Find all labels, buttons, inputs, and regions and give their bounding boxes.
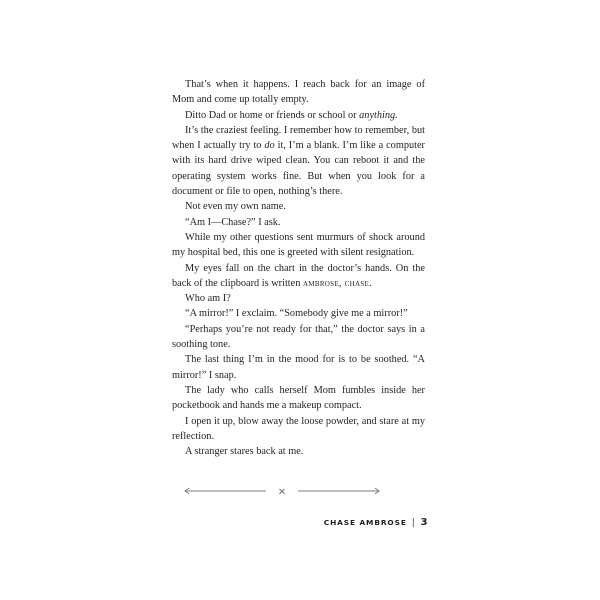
paragraph-text: Ditto Dad or home or friends or school or: [185, 109, 357, 121]
paragraph: [172, 108, 425, 123]
paragraph: That’s when it happens. I reach back for an image of Mom and come up totally empty.: [172, 79, 425, 106]
paragraph-text: it, I’m a blank. I’m like a computer with its hard drive wiped clean. You can reboot it and the operating system works fine. But when you look for a document or file to open, nothing’s there.: [172, 140, 425, 198]
paragraph: Who am I?: [185, 293, 231, 305]
running-head: CHASE AMBROSE: [323, 518, 407, 527]
emphasis-text: anything.: [359, 109, 398, 121]
paragraph: [172, 123, 425, 199]
paragraph-text: My eyes fall on the chart in the doctor’s hands. On the back of the clipboard is written: [172, 262, 425, 289]
paragraph: The last thing I’m in the mood for is to be soothed. “A mirror!” I snap.: [172, 354, 425, 381]
page-footer: [324, 517, 428, 528]
emphasis-text: do: [264, 140, 275, 152]
paragraph-text: It’s the craziest feeling. I remember how to remember, but when I actually try to: [172, 124, 425, 152]
paragraph: A stranger stares back at me.: [185, 446, 304, 458]
body-text: [172, 77, 425, 459]
section-break-ornament: [184, 485, 380, 497]
footer-divider: |: [411, 518, 416, 528]
paragraph: [172, 261, 425, 292]
paragraph: Not even my own name.: [185, 201, 286, 213]
paragraph: “A mirror!” I exclaim. “Somebody give me a mirror!”: [185, 308, 408, 320]
paragraph: I open it up, blow away the loose powder, and stare at my reflection.: [172, 415, 425, 442]
small-caps-name: ambrose, chase.: [302, 277, 372, 289]
paragraph: “Perhaps you’re not ready for that,” the doctor says in a soothing tone.: [172, 323, 425, 351]
cross-icon: ×: [277, 486, 287, 497]
paragraph: While my other questions sent murmurs of shock around my hospital bed, this one is greeted with silent resignation.: [172, 231, 425, 259]
page-number: 3: [420, 517, 428, 528]
paragraph: “Am I—Chase?” I ask.: [185, 216, 281, 228]
paragraph: The lady who calls herself Mom fumbles inside her pocketbook and hands me a makeup compact.: [172, 384, 425, 412]
